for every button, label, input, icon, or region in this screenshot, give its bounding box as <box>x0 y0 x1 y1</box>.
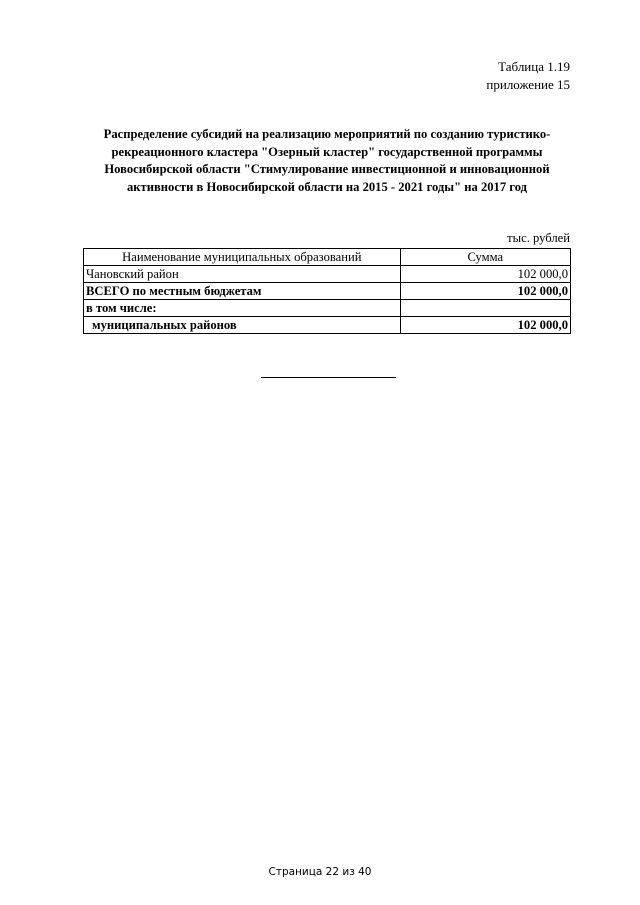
row-name: ВСЕГО по местным бюджетам <box>84 283 401 300</box>
table-row <box>84 300 571 317</box>
row-amount: 102 000,0 <box>400 266 570 283</box>
page-number: Страница 22 из 40 <box>268 866 372 878</box>
separator-line <box>261 377 396 378</box>
row-name: муниципальных районов <box>84 317 401 334</box>
row-name: Чановский район <box>84 266 401 283</box>
title-line-1: Распределение субсидий на реализацию мероприятий по созданию туристико- <box>103 127 551 141</box>
document-title <box>80 126 574 196</box>
table-number: Таблица 1.19 <box>498 59 570 74</box>
table-row <box>84 266 571 283</box>
column-header-name: Наименование муниципальных образований <box>84 249 401 266</box>
table-reference <box>486 58 570 94</box>
table-row <box>84 317 571 334</box>
column-header-amount: Сумма <box>400 249 570 266</box>
appendix-label: приложение 15 <box>486 77 570 92</box>
row-name: в том числе: <box>84 300 401 317</box>
units-label: тыс. рублей <box>507 231 570 245</box>
subsidy-table <box>83 248 571 334</box>
title-line-2: рекреационного кластера "Озерный кластер" государственной программы <box>111 144 543 159</box>
table-header-row <box>84 249 571 266</box>
title-line-4: активности в Новосибирской области на 2015 - 2021 годы" на 2017 год <box>126 179 528 194</box>
row-amount: 102 000,0 <box>400 283 570 300</box>
row-amount: 102 000,0 <box>400 317 570 334</box>
row-amount <box>400 300 570 317</box>
table-row <box>84 283 571 300</box>
title-line-3: Новосибирской области "Стимулирование инвестиционной и инновационной <box>104 162 550 176</box>
